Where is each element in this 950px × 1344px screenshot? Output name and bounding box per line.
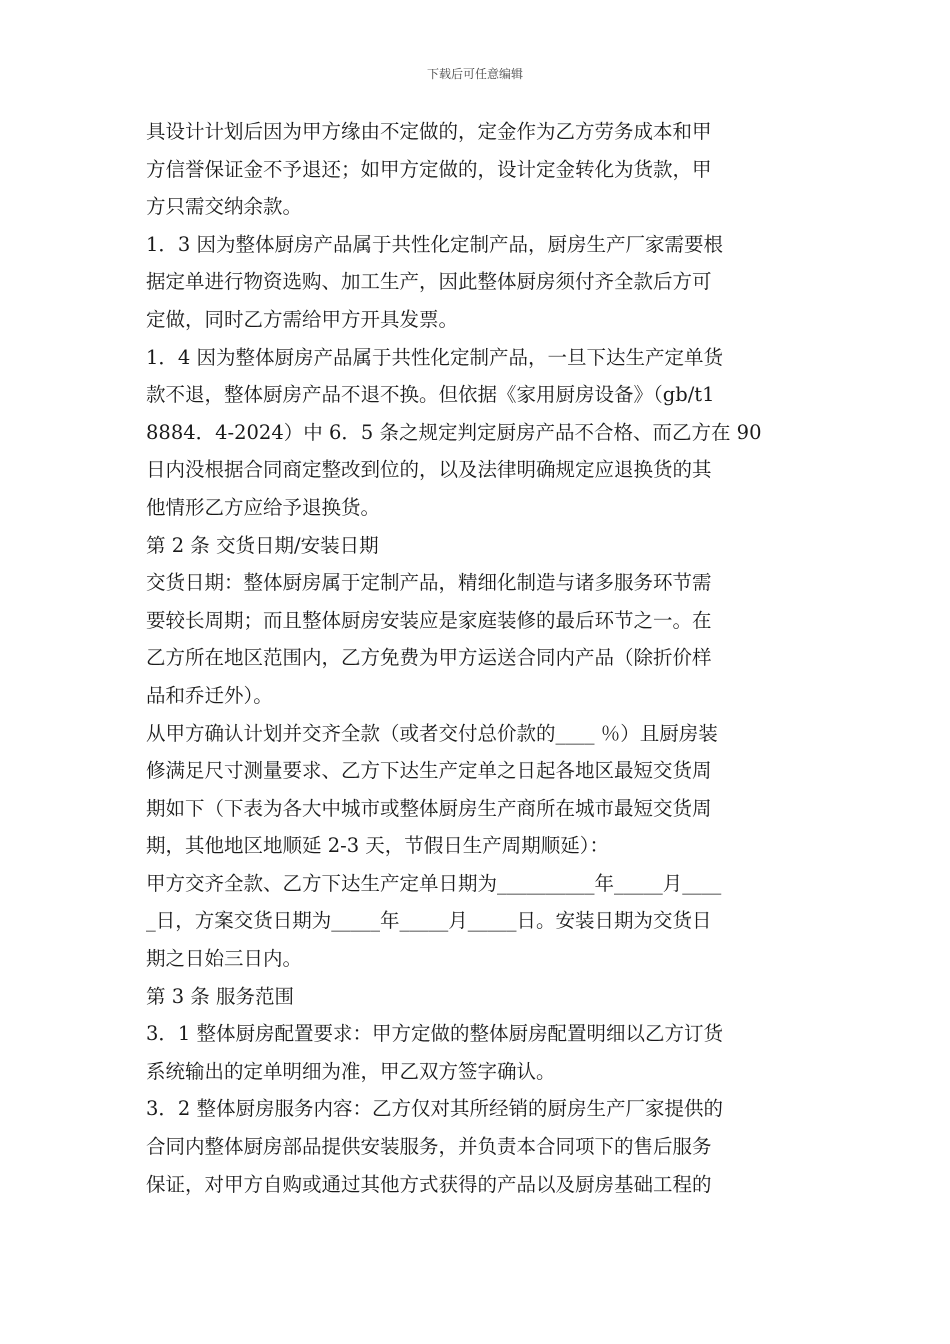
document-body [146,113,808,1203]
section-heading: 第 2 条 交货日期/安装日期 [146,533,379,557]
text-line: 交货日期：整体厨房属于定制产品，精细化制造与诸多服务环节需 [146,571,712,595]
text-line: 8884．4-2024）中 6．5 条之规定判定厨房产品不合格、而乙方在 90 [146,420,762,444]
text-line: 期之日始三日内。 [146,947,303,971]
text-line: 3．1 整体厨房配置要求：甲方定做的整体厨房配置明细以乙方订货 [146,1022,724,1046]
text-line: 乙方所在地区范围内，乙方免费为甲方运送合同内产品（除折价样 [146,646,712,670]
text-line: 系统输出的定单明细为准，甲乙双方签字确认。 [146,1059,556,1083]
text-line: 日内没根据合同商定整改到位的，以及法律明确规定应退换货的其 [146,458,712,482]
text-line: 1．4 因为整体厨房产品属于共性化定制产品，一旦下达生产定单货 [146,345,724,369]
text-line: 期如下（下表为各大中城市或整体厨房生产商所在城市最短交货周 [146,796,712,820]
text-line: 款不退，整体厨房产品不退不换。但依据《家用厨房设备》（gb/t1 [146,383,715,407]
text-line: 方信誉保证金不予退还；如甲方定做的，设计定金转化为货款，甲 [146,157,712,181]
text-line: 具设计计划后因为甲方缘由不定做的，定金作为乙方劳务成本和甲 [146,120,712,143]
section-heading: 第 3 条 服务范围 [146,984,295,1008]
text-line: 方只需交纳余款。 [146,195,303,219]
text-line: 修满足尺寸测量要求、乙方下达生产定单之日起各地区最短交货周 [146,759,712,783]
text-line: 甲方交齐全款、乙方下达生产定单日期为__________年_____月____ [146,871,722,895]
text-line: 定做，同时乙方需给甲方开具发票。 [146,307,459,331]
text-line: 据定单进行物资选购、加工生产，因此整体厨房须付齐全款后方可 [146,270,712,294]
text-line: 合同内整体厨房部品提供安装服务，并负责本合同项下的售后服务 [146,1135,712,1159]
text-line: 品和乔迁外）。 [146,683,273,707]
text-line: 期，其他地区地顺延 2-3 天，节假日生产周期顺延）： [146,834,610,858]
text-line: 3．2 整体厨房服务内容：乙方仅对其所经销的厨房生产厂家提供的 [146,1097,724,1121]
text-line: 从甲方确认计划并交齐全款（或者交付总价款的____ ％）且厨房装 [146,721,718,745]
text-line: 保证，对甲方自购或通过其他方式获得的产品以及厨房基础工程的 [146,1172,712,1196]
text-line: 1．3 因为整体厨房产品属于共性化定制产品，厨房生产厂家需要根 [146,232,724,256]
page-header-note: 下载后可任意编辑 [426,67,523,81]
text-line: 他情形乙方应给予退换货。 [146,495,381,519]
text-line: 要较长周期；而且整体厨房安装应是家庭装修的最后环节之一。在 [146,608,712,632]
text-line: _日，方案交货日期为_____年_____月_____日。安装日期为交货日 [146,909,712,933]
